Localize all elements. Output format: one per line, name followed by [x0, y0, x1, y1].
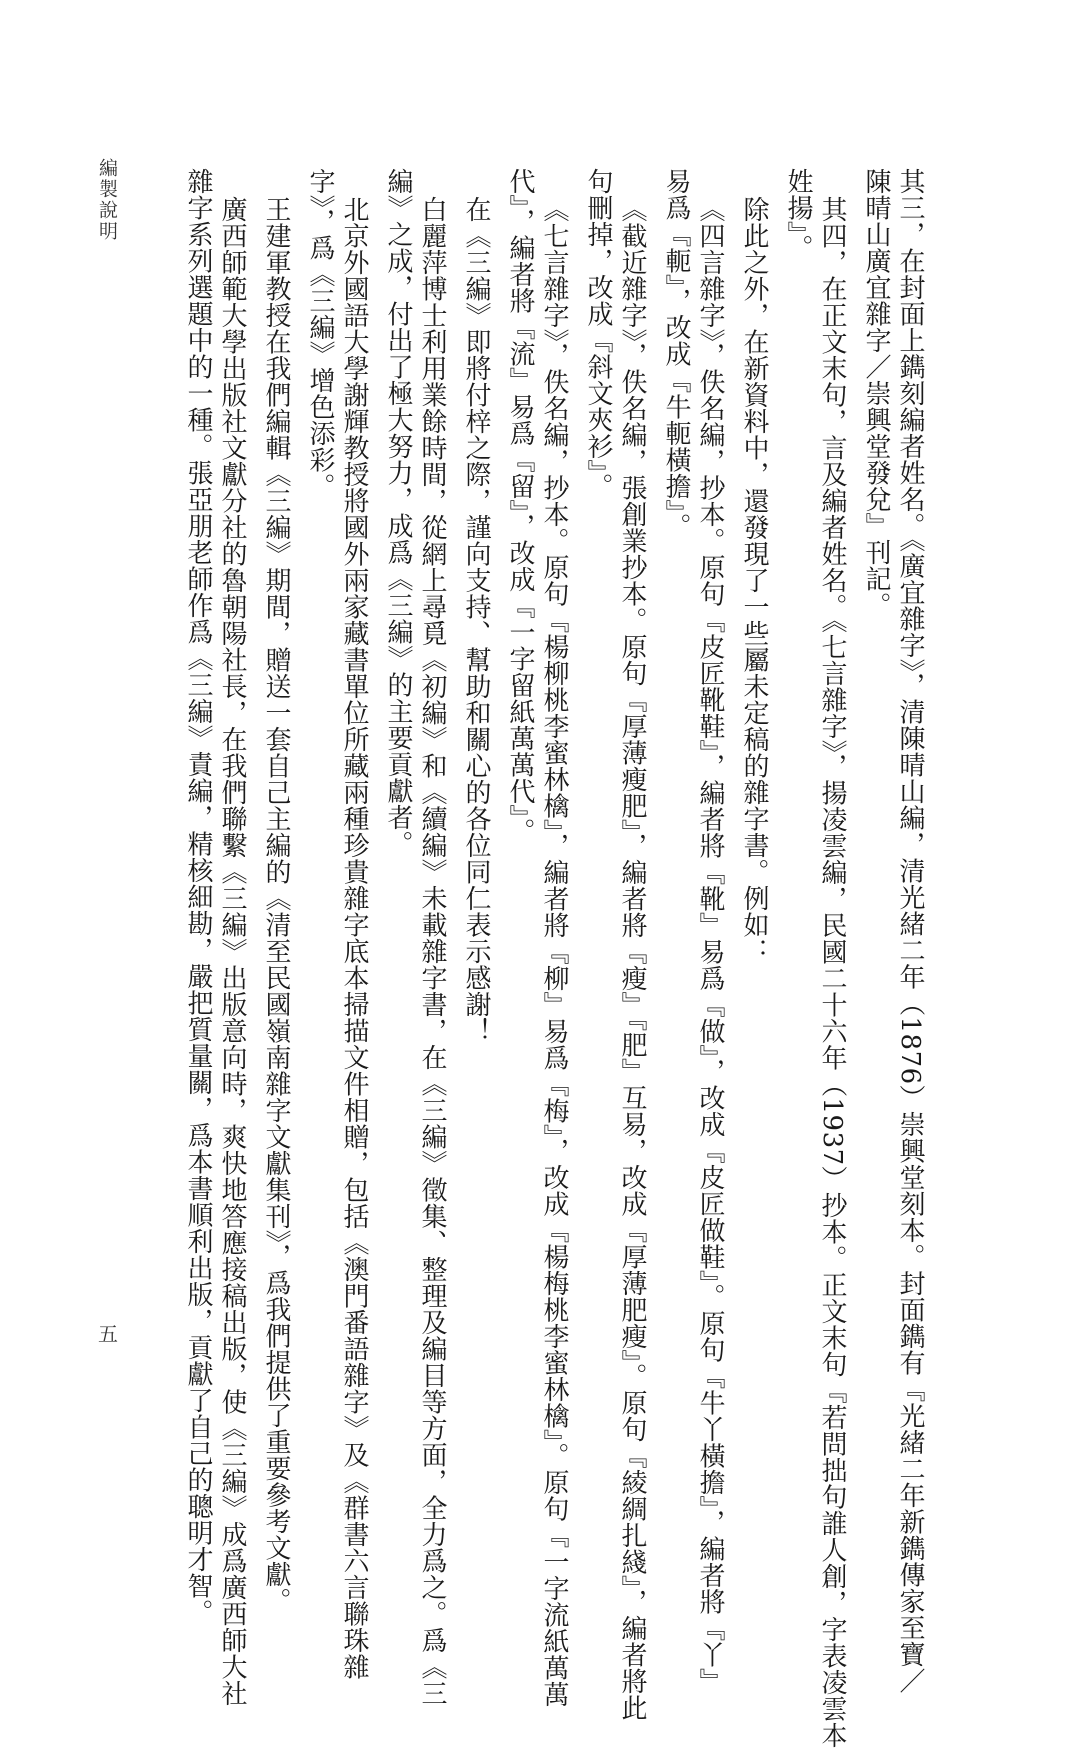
text-column-13: 白麗萍博士利用業餘時間，從網上尋覓《初編》和《續編》未載雜字書，在《三編》徵集、整理及編目等方面，全力爲之。爲《三: [417, 196, 447, 1707]
text-column-15: 北京外國語大學謝輝教授將國外兩家藏書單位所藏兩種珍貴雜字底本掃描文件相贈，包括《澳門番語雜字》及《群書六言聯珠雜: [339, 196, 369, 1680]
text-column-3: 其四，在正文末句，言及編者姓名。《七言雜字》，揚凌雲編，民國二十六年（1937）抄本。正文末句『若問拙句誰人創，字表凌雲本: [817, 196, 847, 1749]
text-column-6: 《四言雜字》，佚名編，抄本。原句『皮匠靴鞋』，編者將『靴』易爲『做』，改成『皮匠做鞋』。原句『牛丫橫擔』，編者將『丫』: [695, 196, 725, 1695]
text-column-8: 《截近雜字》，佚名編，張創業抄本。原句『厚薄瘦肥』，編者將『瘦』『肥』互易，改成『厚薄肥瘦』。原句『綾綢扎綫』，編者將此: [617, 196, 647, 1721]
text-column-19: 雜字系列選題中的一種。張亞朋老師作爲《三編》責編，精核細勘，嚴把質量關，爲本書順利出版，貢獻了自己的聰明才智。: [183, 168, 213, 1626]
running-title: 編製說明: [96, 158, 118, 242]
text-column-9: 句刪掉，改成『斜文夾衫』。: [583, 168, 613, 500]
text-column-18: 廣西師範大學出版社文獻分社的魯朝陽社長，在我們聯繫《三編》出版意向時，爽快地答應接稿出版，使《三編》成爲廣西師大社: [217, 196, 247, 1707]
text-column-10: 《七言雜字》，佚名編，抄本。原句『楊柳桃李蜜林檎』，編者將『柳』易爲『梅』，改成『楊梅桃李蜜林檎』。原句『一字流紙萬萬: [539, 196, 569, 1708]
text-column-16: 字》，爲《三編》增色添彩。: [305, 168, 335, 500]
text-column-14: 編》之成，付出了極大努力，成爲《三編》的主要貢獻者。: [383, 168, 413, 857]
page-number: 五: [98, 1322, 118, 1346]
text-column-4: 姓揚』。: [783, 168, 813, 261]
text-column-1: 其三，在封面上鐫刻編者姓名。《廣宜雜字》，清陳晴山編，清光緒二年（1876）崇興堂刻本。封面鐫有『光緒二年新鐫傳家至寶／: [895, 168, 925, 1695]
text-column-11: 代』，編者將『流』易爲『留』，改成『一字留紙萬萬代』。: [505, 168, 535, 845]
text-column-12: 在《三編》即將付梓之際，謹向支持、幫助和關心的各位同仁表示感謝！: [461, 196, 491, 1044]
text-column-5: 除此之外，在新資料中，還發現了一些屬未定稿的雜字書。例如：: [739, 196, 769, 965]
text-column-7: 易爲『軛』，改成『牛軛橫擔』。: [661, 168, 691, 540]
text-column-2: 陳晴山廣宜雜字／崇興堂發兌』刊記。: [861, 168, 891, 619]
text-column-17: 王建軍教授在我們編輯《三編》期間，贈送一套自己主編的《清至民國嶺南雜字文獻集刊》，爲我們提供了重要參考文獻。: [261, 196, 291, 1614]
